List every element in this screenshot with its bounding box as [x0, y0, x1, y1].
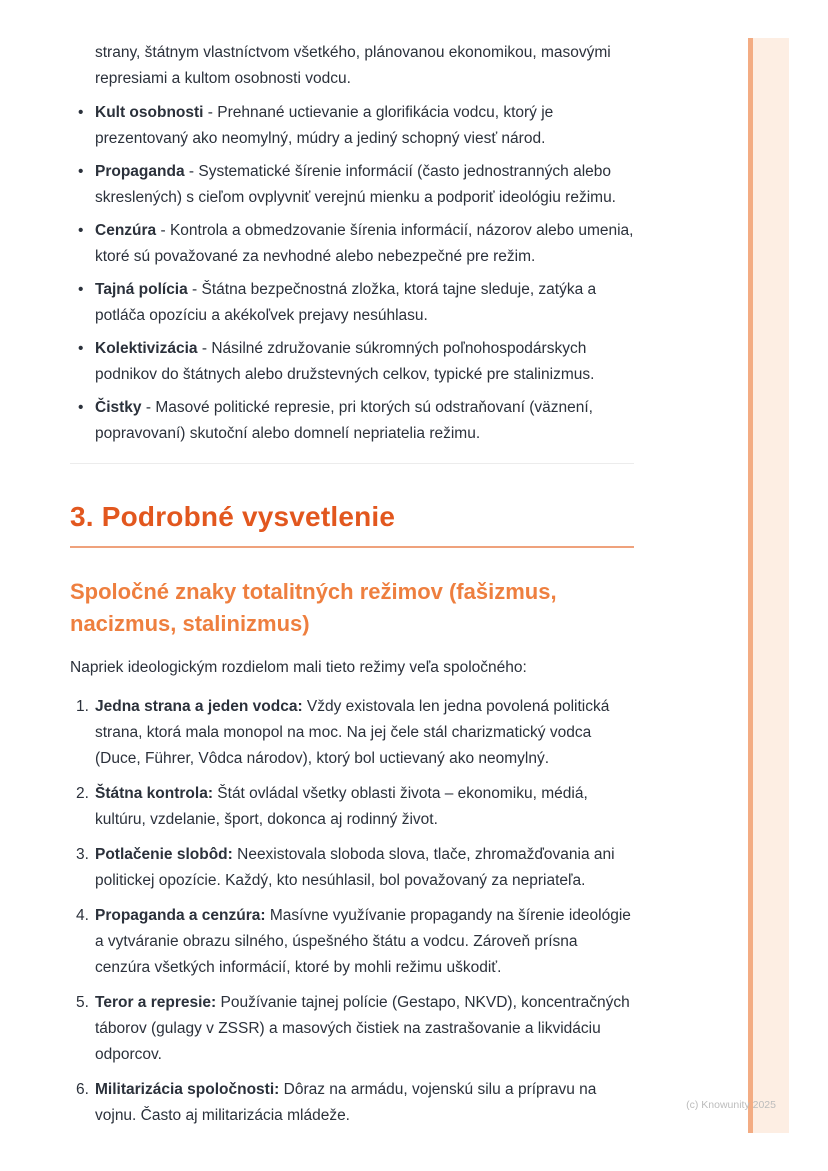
page-edge-stripe: [748, 38, 789, 1133]
bullet-icon: •: [78, 104, 84, 121]
bullet-icon: •: [78, 281, 84, 298]
feature-label: Militarizácia spoločnosti:: [95, 1081, 280, 1098]
term-definition: Masové politické represie, pri ktorých sú odstraňovaní (väznení, popravovaní) skutoční alebo domnelí nepriatelia režimu.: [95, 399, 593, 442]
copyright-footer: (c) Knowunity 2025: [686, 1099, 776, 1111]
list-item: [70, 277, 634, 329]
term-separator: -: [197, 340, 212, 357]
item-number: 6.: [76, 1081, 89, 1098]
item-number: 3.: [76, 846, 89, 863]
term-label: Kolektivizácia: [95, 340, 198, 357]
term-separator: -: [141, 399, 156, 416]
feature-definition: Používanie tajnej polície (Gestapo, NKVD), koncentračných táborov (gulagy v ZSSR) a masových čistiek na zastrašovanie a likvidáciu odporcov.: [95, 994, 630, 1063]
feature-label: Jedna strana a jeden vodca:: [95, 698, 303, 715]
feature-label: Potlačenie slobôd:: [95, 846, 233, 863]
term-label: Cenzúra: [95, 222, 157, 239]
term-definition: Systematické šírenie informácií (často jednostranných alebo skreslených) s cieľom ovplyvniť verejnú mienku a podporiť ideológiu režimu.: [95, 163, 616, 206]
term-label: Čistky: [95, 399, 142, 416]
term-definition: Prehnané uctievanie a glorifikácia vodcu, ktorý je prezentovaný ako neomylný, múdry a jediný schopný viesť národ.: [95, 104, 554, 147]
term-definition: Kontrola a obmedzovanie šírenia informácií, názorov alebo umenia, ktoré sú považované za nevhodné alebo nebezpečné pre režim.: [95, 222, 634, 265]
feature-label: Propaganda a cenzúra:: [95, 907, 266, 924]
list-item: [70, 218, 634, 270]
term-label: Tajná polícia: [95, 281, 188, 298]
term-separator: -: [184, 163, 199, 180]
list-item: [70, 990, 634, 1068]
list-item: [70, 159, 634, 211]
term-separator: -: [156, 222, 170, 239]
lead-paragraph: Napriek ideologickým rozdielom mali tieto režimy veľa spoločného:: [70, 659, 527, 676]
intro-paragraph-continuation: strany, štátnym vlastníctvom všetkého, plánovanou ekonomikou, masovými represiami a kultom osobnosti vodcu.: [95, 44, 611, 87]
bullet-icon: •: [78, 222, 84, 239]
list-item: [70, 694, 634, 772]
list-item: [70, 781, 634, 833]
term-definition: Násilné združovanie súkromných poľnohospodárskych podnikov do štátnych alebo družstevných celkov, typické pre stalinizmus.: [95, 340, 595, 383]
term-definition-list: [70, 100, 634, 447]
bullet-icon: •: [78, 163, 84, 180]
section-divider: [70, 463, 634, 464]
section-subtitle: Spoločné znaky totalitných režimov (fašizmus, nacizmus, stalinizmus): [70, 579, 557, 636]
section-title-rule: [70, 546, 634, 548]
item-number: 2.: [76, 785, 89, 802]
item-number: 5.: [76, 994, 89, 1011]
item-number: 4.: [76, 907, 89, 924]
feature-label: Štátna kontrola:: [95, 785, 213, 802]
feature-definition: Masívne využívanie propagandy na šírenie ideológie a vytváranie obrazu silného, úspešného štátu a vodcu. Zároveň prísna cenzúra všetkých informácií, ktoré by mohli režimu uškodiť.: [95, 907, 631, 976]
features-numbered-list: [70, 694, 634, 1129]
bullet-icon: •: [78, 399, 84, 416]
feature-definition: Neexistovala sloboda slova, tlače, zhromažďovania ani politickej opozície. Každý, kto nesúhlasil, bol považovaný za nepriateľa.: [95, 846, 615, 889]
list-item: [70, 336, 634, 388]
feature-definition: Štát ovládal všetky oblasti života – ekonomiku, médiá, kultúru, vzdelanie, šport, dokonca aj rodinný život.: [95, 785, 588, 828]
term-definition: Štátna bezpečnostná zložka, ktorá tajne sleduje, zatýka a potláča opozíciu a akékoľvek prejavy nesúhlasu.: [95, 281, 597, 324]
feature-label: Teror a represie:: [95, 994, 217, 1011]
item-number: 1.: [76, 698, 89, 715]
bullet-icon: •: [78, 340, 84, 357]
list-item: [70, 100, 634, 152]
list-item: [70, 903, 634, 981]
list-item: [70, 1077, 634, 1129]
list-item: [70, 842, 634, 894]
section-title: 3. Podrobné vysvetlenie: [70, 501, 396, 532]
term-label: Propaganda: [95, 163, 185, 180]
feature-definition: Dôraz na armádu, vojenskú silu a prípravu na vojnu. Často aj militarizácia mládeže.: [95, 1081, 597, 1124]
feature-definition: Vždy existovala len jedna povolená politická strana, ktorá mala monopol na moc. Na jej čele stál charizmatický vodca (Duce, Führer, Vôdca národov), ktorý bol uctievaný ako neomylný.: [95, 698, 610, 767]
list-item: [70, 395, 634, 447]
term-separator: -: [203, 104, 218, 121]
document-content: [70, 0, 634, 1138]
term-label: Kult osobnosti: [95, 104, 204, 121]
term-separator: -: [187, 281, 202, 298]
